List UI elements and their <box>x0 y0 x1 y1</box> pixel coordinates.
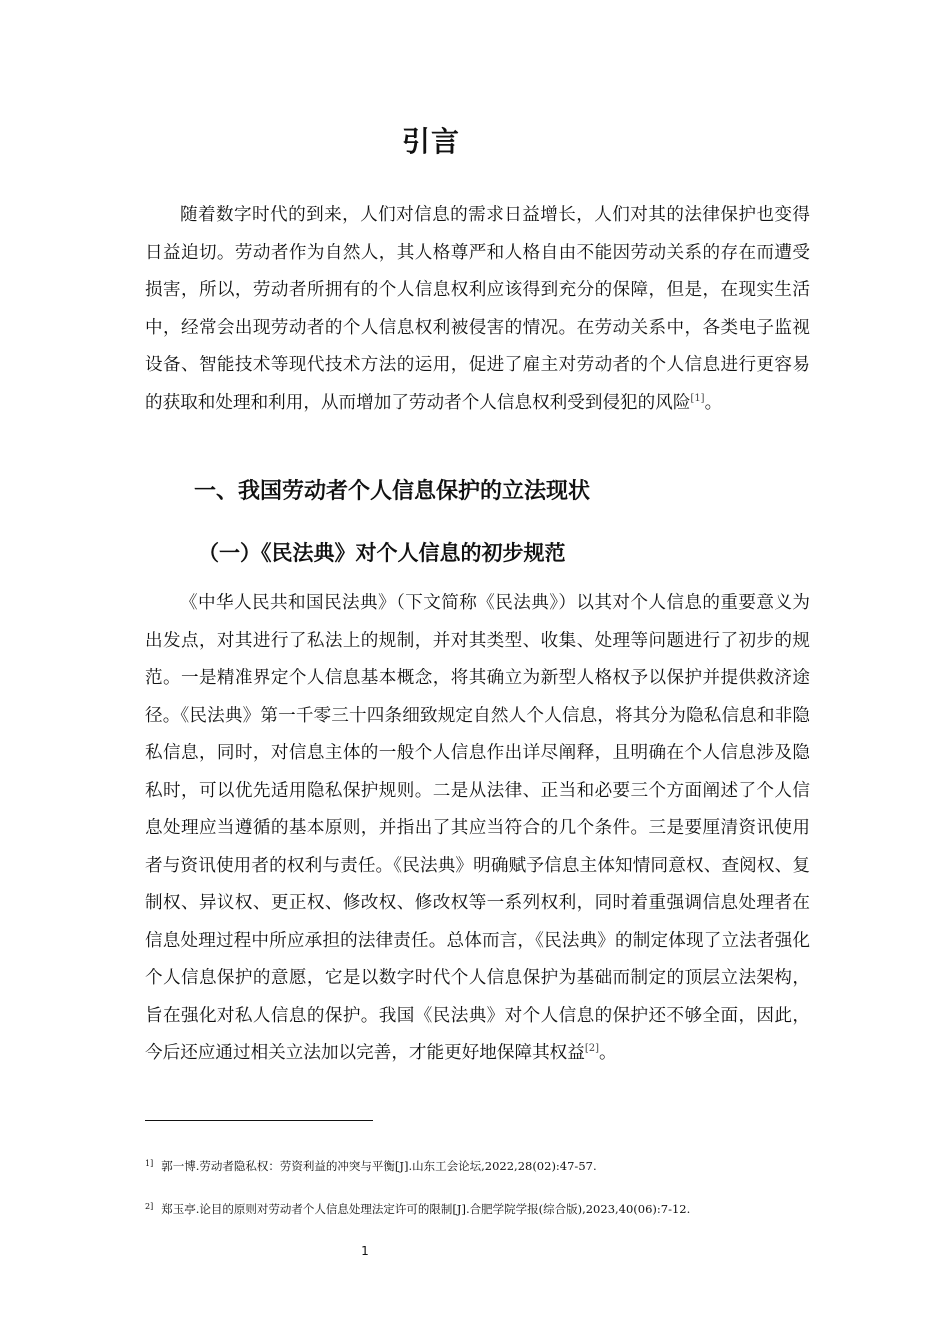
footnote-2-mark: 2] <box>145 1202 154 1211</box>
intro-paragraph <box>145 197 810 422</box>
civil-code-end: 。 <box>599 1043 617 1063</box>
intro-end: 。 <box>704 392 723 413</box>
footnote-2 <box>145 1198 825 1218</box>
intro-text: 随着数字时代的到来，人们对信息的需求日益增长，人们对其的法律保护也变得日益迫切。劳动者作为自然人，其人格尊严和人格自由不能因劳动关系的存在而遭受损害，所以，劳动者所拥有的个人信息权利应该得到充分的保障，但是，在现实生活中，经常会出现劳动者的个人信息权利被侵害的情况。在劳动关系中，各类电子监视设备、智能技术等现代技术方法的运用，促进了雇主对劳动者的个人信息进行更容易的获取和处理和利用，从而增加了劳动者个人信息权利受到侵犯的风险 <box>145 205 810 413</box>
section-heading: 一、我国劳动者个人信息保护的立法现状 <box>194 479 591 504</box>
civil-code-text: 《中华人民共和国民法典》（下文简称《民法典》）以其对个人信息的重要意义为出发点，对其进行了私法上的规制，并对其类型、收集、处理等问题进行了初步的规范。一是精准界定个人信息基本概念，将其确立为新型人格权予以保护并提供救济途径。《民法典》第一千零三十四条细致规定自然人个人信息，将其分为隐私信息和非隐私信息，同时，对信息主体的一般个人信息作出详尽阐释，且明确在个人信息涉及隐私时，可以优先适用隐私保护规则。二是从法律、正当和必要三个方面阐述了个人信息处理应当遵循的基本原则，并指出了其应当符合的几个条件。三是要厘清资讯使用者与资讯使用者的权利与责任。《民法典》明确赋予信息主体知情同意权、查阅权、复制权、异议权、更正权、修改权、修改权等一系列权利，同时着重强调信息处理者在信息处理过程中所应承担的法律责任。总体而言，《民法典》的制定体现了立法者强化个人信息保护的意愿，它是以数字时代个人信息保护为基础而制定的顶层立法架构，旨在强化对私人信息的保护。我国《民法典》对个人信息的保护还不够全面，因此，今后还应通过相关立法加以完善，才能更好地保障其权益 <box>145 593 810 1063</box>
citation-2[interactable]: [2] <box>584 1043 600 1054</box>
footnote-1-text: 郭一博.劳动者隐私权：劳资利益的冲突与平衡[J].山东工会论坛,2022,28(02):47-57. <box>161 1159 597 1173</box>
page-title: 引言 <box>401 125 460 158</box>
citation-1[interactable]: [1] <box>690 392 705 404</box>
footnote-1-mark: 1] <box>145 1159 154 1168</box>
civil-code-paragraph <box>145 585 810 1073</box>
subsection-heading: （一）《民法典》对个人信息的初步规范 <box>198 541 566 565</box>
footnote-separator <box>145 1120 373 1121</box>
page-number: 1 <box>361 1244 369 1258</box>
footnote-2-text: 郑玉亭.论目的原则对劳动者个人信息处理法定许可的限制[J].合肥学院学报(综合版),2023,40(06):7-12. <box>161 1202 691 1216</box>
footnote-1 <box>145 1155 825 1175</box>
